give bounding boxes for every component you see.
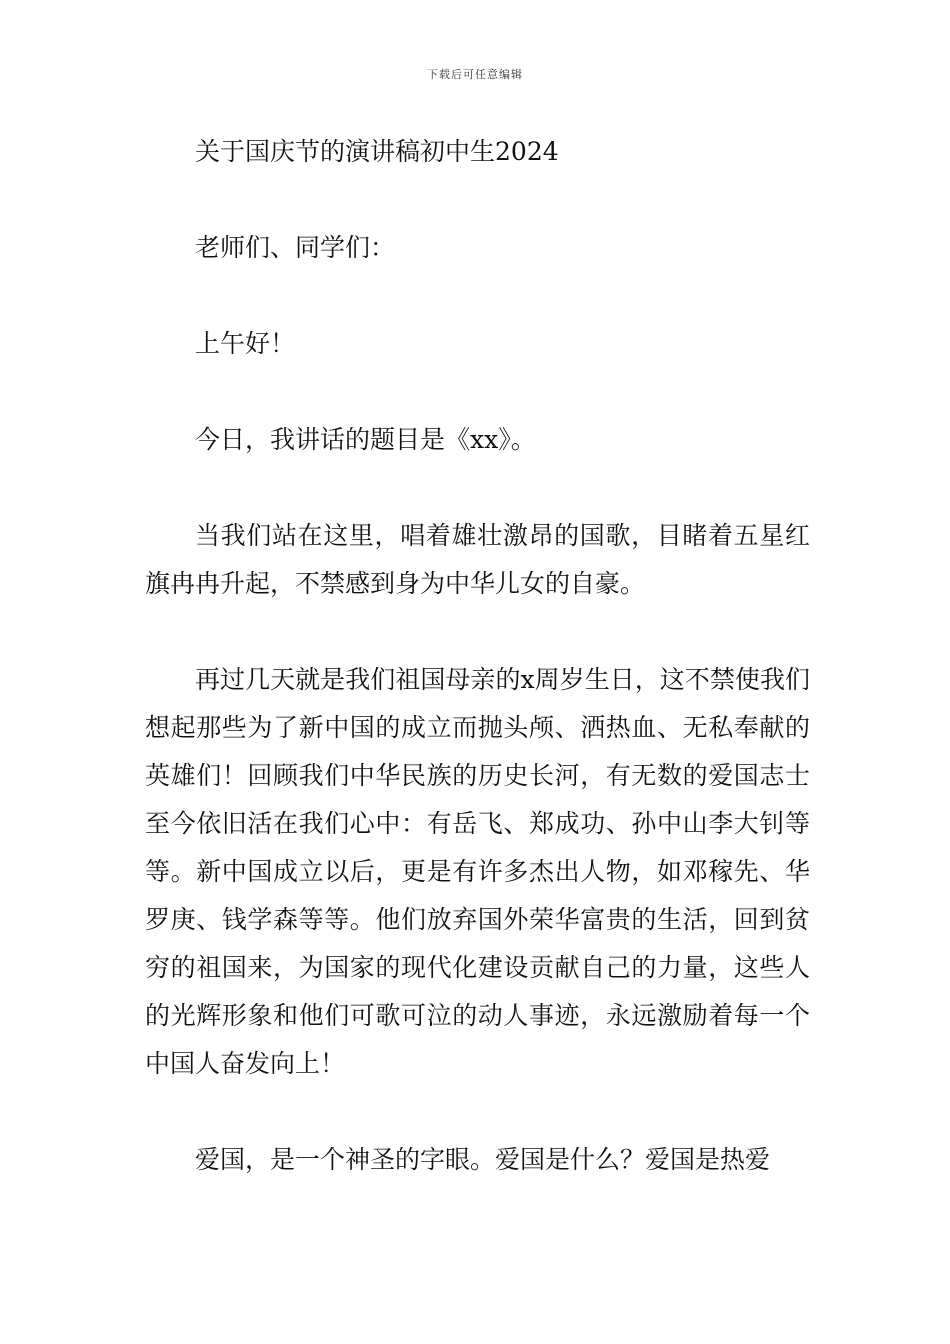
- paragraph-3: 爱国，是一个神圣的字眼。爱国是什么？爱国是热爱: [195, 1145, 771, 1174]
- salutation: 老师们、同学们：: [195, 233, 396, 262]
- header-note: 下载后可任意编辑: [427, 68, 523, 81]
- paragraph-2: 再过几天就是我们祖国母亲的x周岁生日，这不禁使我们想起那些为了新中国的成立而抛头颅、洒热血、无私奉献的英雄们！回顾我们中华民族的历史长河，有无数的爱国志士至今依旧活在我们心中：有岳飞、郑成功、孙中山李大钊等等。新中国成立以后，更是有许多杰出人物，如邓稼先、华罗庚、钱学森等等。他们放弃国外荣华富贵的生活，回到贫穷的祖国来，为国家的现代化建设贡献自己的力量，这些人的光辉形象和他们可歌可泣的动人事迹，永远激励着每一个中国人奋发向上！: [145, 665, 810, 1078]
- paragraph-1: 当我们站在这里，唱着雄壮激昂的国歌，目睹着五星红旗冉冉升起，不禁感到身为中华儿女的自豪。: [145, 521, 810, 598]
- document-body: [145, 128, 810, 1232]
- document-title: 关于国庆节的演讲稿初中生2024: [195, 137, 559, 166]
- intro-paragraph: 今日，我讲话的题目是《xx》。: [195, 425, 536, 454]
- greeting: 上午好！: [195, 329, 296, 358]
